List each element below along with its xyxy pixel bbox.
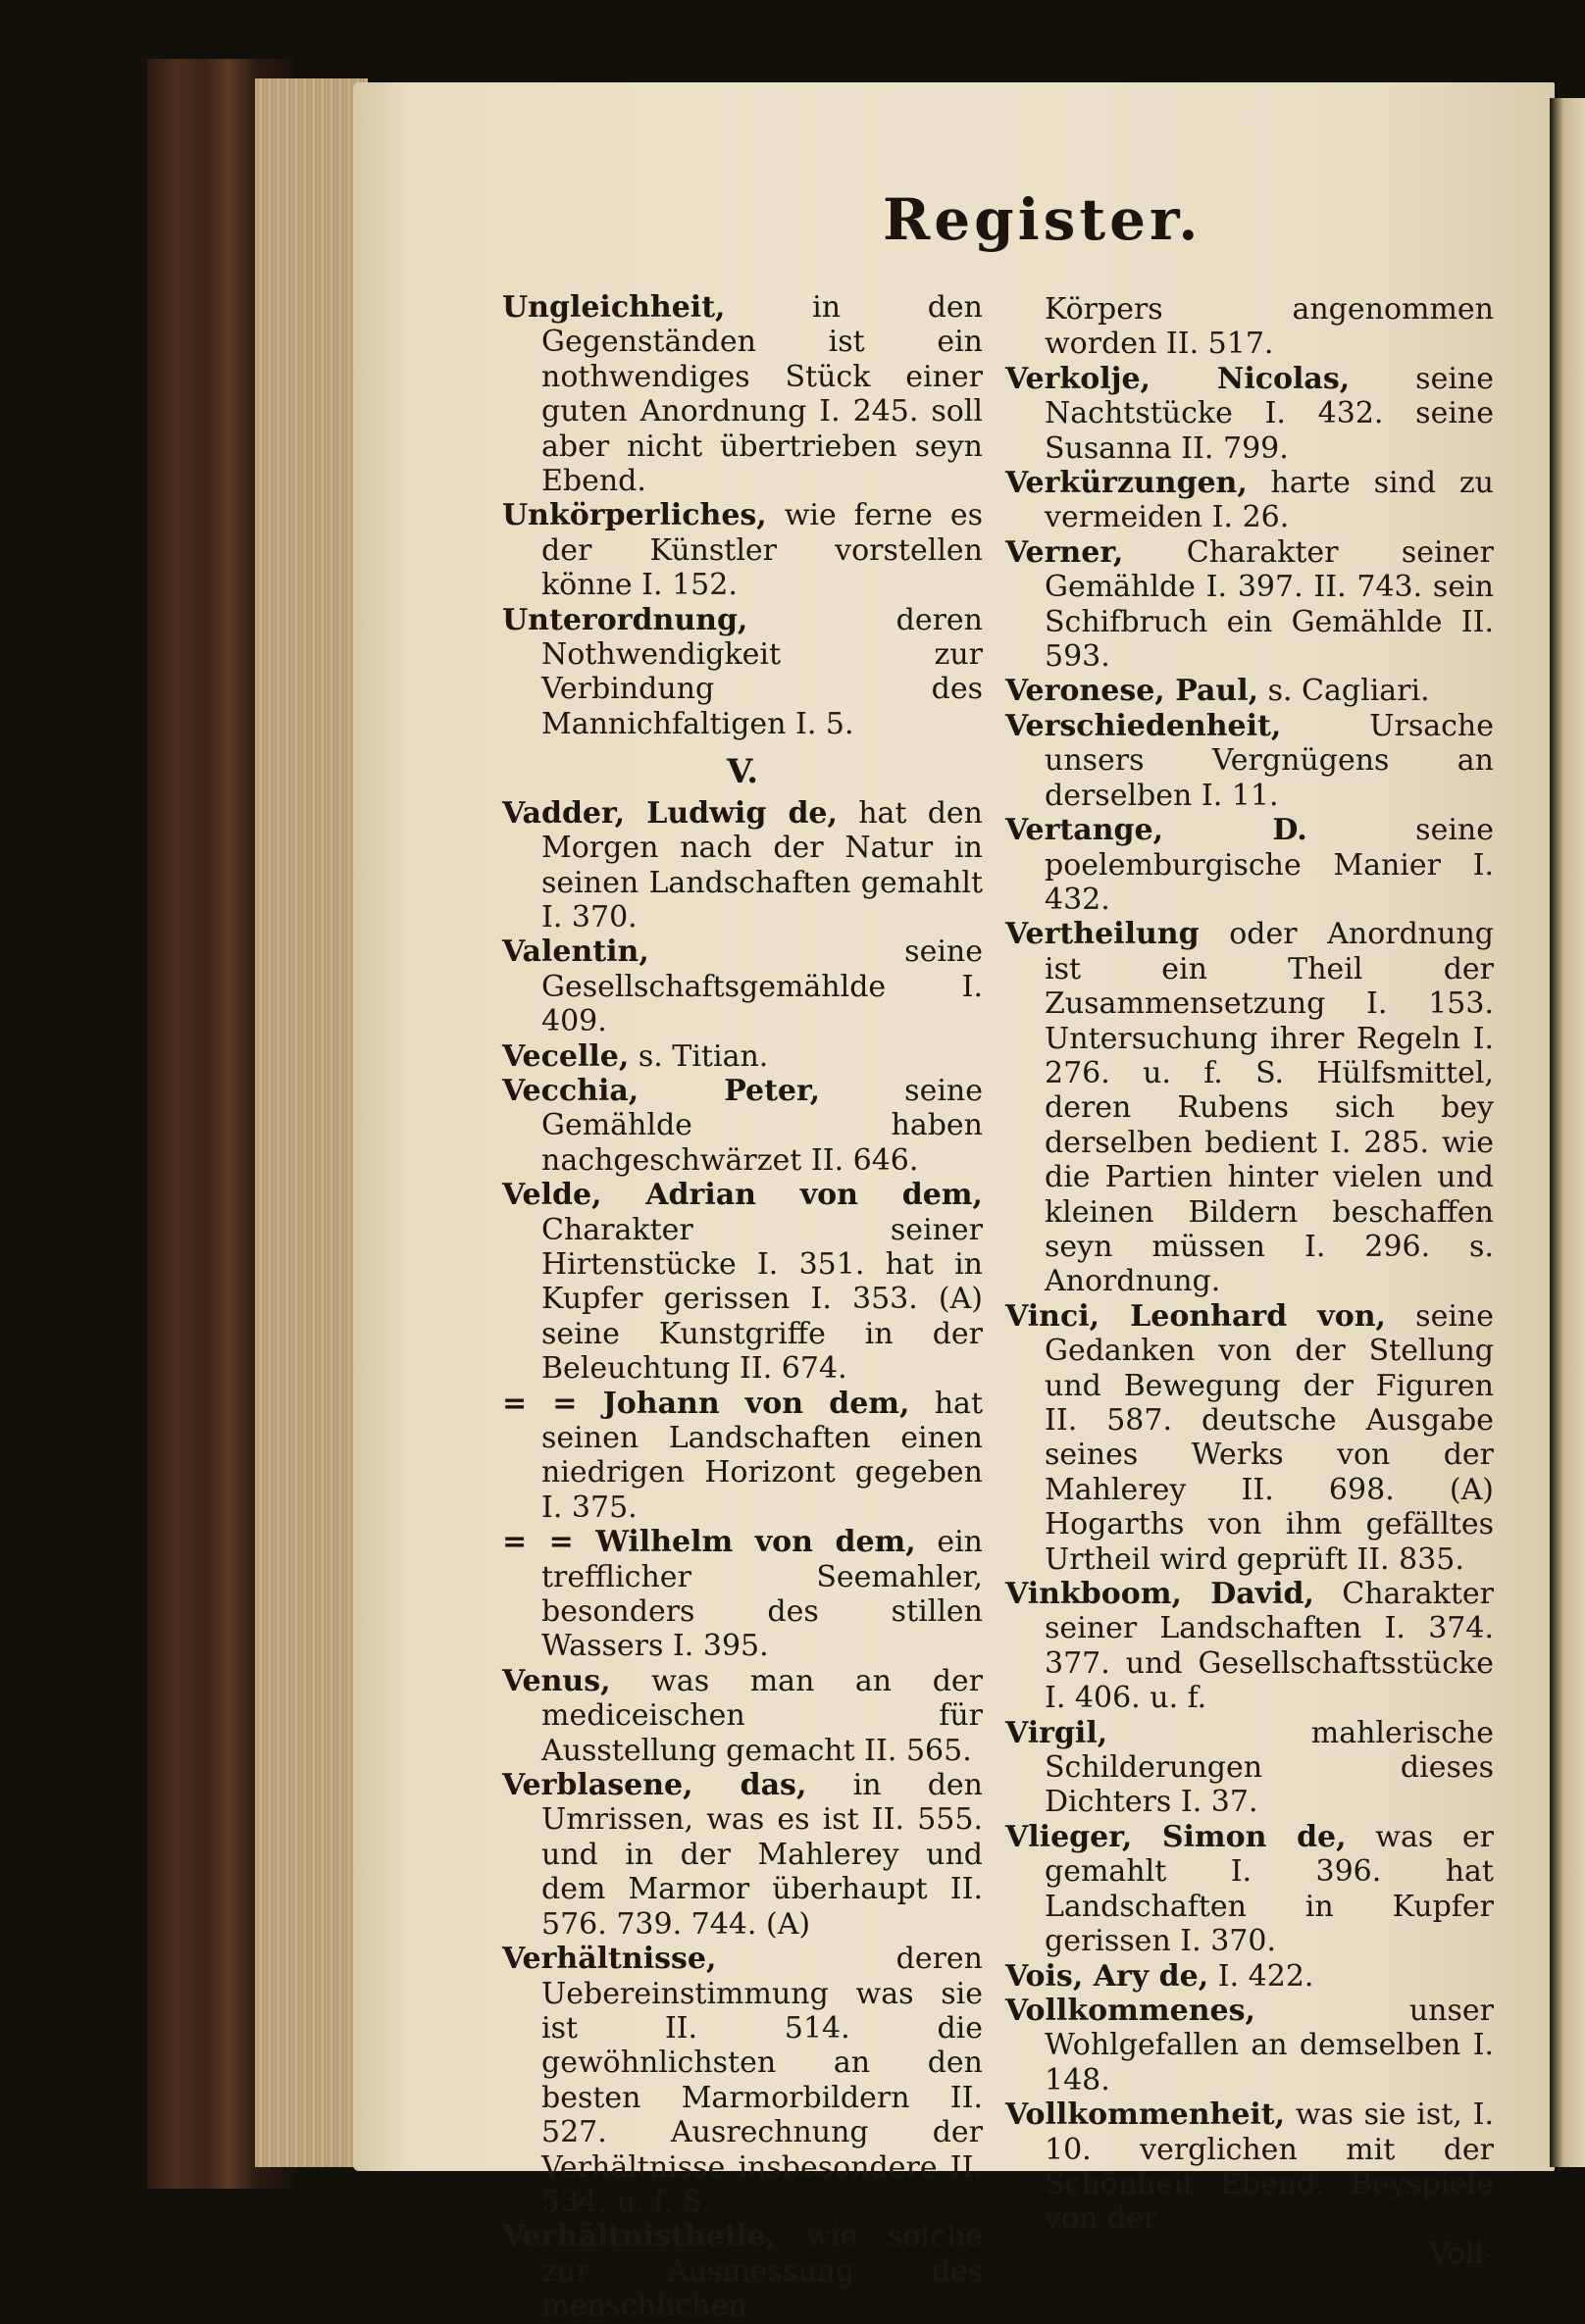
index-entry xyxy=(1005,674,1494,708)
index-entry xyxy=(1005,1994,1494,2097)
index-entry xyxy=(502,1074,983,1178)
entry-text: Charakter seiner Gemählde I. 397. II. 743. sein Schifbruch ein Gemählde II. 593. xyxy=(1045,534,1494,675)
index-entry xyxy=(1005,1959,1494,1994)
entry-text: s. Cagliari. xyxy=(1267,674,1430,709)
entry-headword: Verblasene, das, xyxy=(502,1768,807,1803)
entry-headword: Vollkommenheit, xyxy=(1005,2097,1286,2133)
entry-text: Charakter seiner Landschaften I. 374. 377. und Gesellschaftsstücke I. 406. u. f. xyxy=(1045,1577,1494,1716)
entry-text: unser Wohlgefallen an demselben I. 148. xyxy=(1045,1993,1494,2097)
entry-headword: Venus, xyxy=(502,1663,611,1698)
entry-headword: Vecchia, Peter, xyxy=(502,1073,821,1108)
page-edges xyxy=(255,78,368,2167)
entry-headword: Verhältnistheile, xyxy=(502,2219,777,2254)
entry-continuation: Körpers angenommen worden II. 517. xyxy=(1045,292,1494,362)
entry-text: Charakter seiner Hirtenstücke I. 351. hat in Kupfer gerissen I. 353. (A) seine Kunstgriffe in der Beleuchtung II. 674. xyxy=(541,1212,983,1387)
entry-text: in den Gegenständen ist ein nothwendiges Stück einer guten Anordnung I. 245. soll aber nicht übertrieben seyn Ebend. xyxy=(541,290,983,499)
index-entry xyxy=(1005,813,1494,917)
index-entry xyxy=(502,498,983,602)
index-entry xyxy=(1005,1716,1494,1820)
entry-text: s. Titian. xyxy=(638,1038,769,1074)
index-entry xyxy=(1005,535,1494,675)
index-entry xyxy=(1005,1299,1494,1577)
entry-text: I. 422. xyxy=(1217,1958,1314,1994)
index-column-left xyxy=(502,290,983,2324)
entry-headword: Vertange, D. xyxy=(1005,813,1307,848)
entry-headword: Vollkommenes, xyxy=(1005,1993,1255,2028)
entry-text: was sie ist, I. 10. verglichen mit der Schönheit Ebend. Beyspiele von der xyxy=(1045,2097,1494,2237)
page-header: Register. xyxy=(883,186,1202,253)
entry-headword: Unterordnung, xyxy=(502,602,748,637)
facing-page-edge xyxy=(1550,98,1585,2167)
entry-text: oder Anordnung ist ein Theil der Zusammensetzung I. 153. Untersuchung ihrer Regeln I. 276. u. f. S. Hülfsmittel, deren Rubens sich bey derselben bedient I. 285. wie die Partien hinter vielen und kleinen Bildern beschaffen seyn müssen I. 296. s. Anordnung. xyxy=(1045,917,1494,1299)
entry-text: hat den Morgen nach der Natur in seinen Landschaften gemahlt I. 370. xyxy=(541,795,984,935)
index-entry xyxy=(1005,1577,1494,1716)
entry-text: deren Nothwendigkeit zur Verbindung des Mannichfaltigen I. 5. xyxy=(541,602,983,741)
entry-headword: Vadder, Ludwig de, xyxy=(502,795,838,831)
index-entry xyxy=(1005,2097,1494,2237)
index-entry xyxy=(502,2219,983,2323)
entry-headword: = = Johann von dem, xyxy=(502,1386,910,1421)
entry-text: harte sind zu vermeiden I. 26. xyxy=(1045,466,1494,535)
entry-text: was man an der mediceischen für Ausstellung gemacht II. 565. xyxy=(541,1663,983,1768)
index-entry xyxy=(502,1664,983,1768)
entry-text: hat seinen Landschaften einen niedrigen Horizont gegeben I. 375. xyxy=(541,1386,983,1525)
entry-text: in den Umrissen, was es ist II. 555. und in der Mahlerey und dem Marmor überhaupt II. 576. 739. 744. (A) xyxy=(541,1768,983,1942)
index-entry xyxy=(502,1942,983,2219)
entry-text: was er gemahlt I. 396. hat Landschaften in Kupfer gerissen I. 370. xyxy=(1045,1819,1495,1959)
entry-text: deren Uebereinstimmung was sie ist II. 514. die gewöhnlichsten an den besten Marmorbildern II. 527. Ausrechnung der Verhältnisse insbesondere II. 534. u. f. S. xyxy=(541,1942,983,2219)
entry-headword: Velde, Adrian von dem, xyxy=(502,1178,983,1213)
index-column-right xyxy=(1005,292,1494,2271)
entry-headword: Verhältnisse, xyxy=(502,1942,717,1977)
entry-headword: Vecelle, xyxy=(502,1038,630,1074)
entry-headword: Verkolje, Nicolas, xyxy=(1005,361,1351,396)
entry-headword: Verschiedenheit, xyxy=(1005,708,1282,743)
entry-headword: Vertheilung xyxy=(1005,917,1200,952)
entry-text: Ursache unsers Vergnügens an derselben I. 11. xyxy=(1045,708,1494,813)
entry-headword: Valentin, xyxy=(502,935,649,970)
index-entry xyxy=(502,796,983,935)
entry-text: ein trefflicher Seemahler, besonders des stillen Wassers I. 395. xyxy=(541,1525,983,1664)
entry-text: seine poelemburgische Manier I. 432. xyxy=(1045,813,1494,917)
entry-text: seine Gedanken von der Stellung und Bewegung der Figuren II. 587. deutsche Ausgabe seines Werks von der Mahlerey II. 698. (A) Hogarths von ihm gefälltes Urtheil wird geprüft II. 835. xyxy=(1045,1298,1494,1577)
entry-headword: Unkörperliches, xyxy=(502,498,767,533)
index-entry xyxy=(502,935,983,1038)
entry-text: mahlerische Schilderungen dieses Dichters I. 37. xyxy=(1045,1715,1494,1820)
entry-headword: Verkürzungen, xyxy=(1005,466,1248,501)
index-entry xyxy=(1005,1820,1494,1959)
section-heading: V. xyxy=(726,752,759,792)
entry-headword: Virgil, xyxy=(1005,1715,1108,1750)
index-entry xyxy=(502,290,983,498)
entry-headword: Vlieger, Simon de, xyxy=(1005,1819,1347,1854)
index-entry xyxy=(502,1387,983,1526)
entry-text: seine Nachtstücke I. 432. seine Susanna II. 799. xyxy=(1045,361,1494,466)
index-entry xyxy=(1005,362,1494,466)
index-entry xyxy=(1005,917,1494,1298)
entry-headword: Vinci, Leonhard von, xyxy=(1005,1298,1386,1334)
index-entry xyxy=(502,603,983,742)
index-entry xyxy=(502,1039,983,1074)
entry-headword: Veronese, Paul, xyxy=(1005,674,1259,709)
index-entry xyxy=(502,1768,983,1942)
entry-text: wie solche zur Ausmessung des menschlichen xyxy=(541,2219,983,2324)
index-entry xyxy=(1005,709,1494,813)
index-entry xyxy=(502,1525,983,1664)
entry-text: seine Gemählde haben nachgeschwärzet II. 646. xyxy=(541,1073,983,1178)
entry-headword: = = Wilhelm von dem, xyxy=(502,1525,916,1560)
entry-headword: Vois, Ary de, xyxy=(1005,1958,1209,1994)
entry-text: seine Gesellschaftsgemählde I. 409. xyxy=(541,935,983,1039)
index-entry xyxy=(1005,466,1494,535)
entry-text: wie ferne es der Künstler vorstellen könne I. 152. xyxy=(541,498,983,603)
entry-headword: Vinkboom, David, xyxy=(1005,1577,1314,1612)
catchword: Voll- xyxy=(1428,2236,1494,2271)
entry-headword: Ungleichheit, xyxy=(502,290,726,325)
entry-headword: Verner, xyxy=(1005,534,1124,570)
index-entry xyxy=(502,1178,983,1386)
